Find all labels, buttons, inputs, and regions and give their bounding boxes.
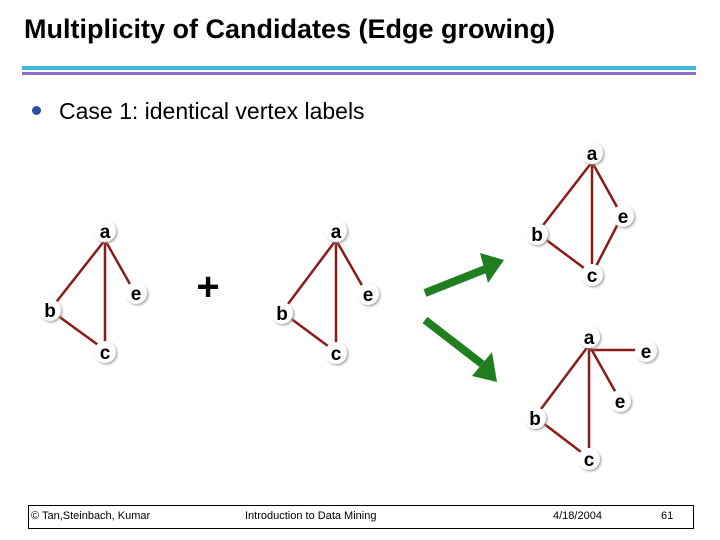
node-a <box>94 220 116 243</box>
node-b <box>39 299 61 322</box>
node-label-c: c <box>330 344 342 365</box>
node-c <box>578 448 600 471</box>
node-e <box>609 390 631 413</box>
arrow-down-right-icon <box>425 320 497 382</box>
edge-a-b <box>50 240 105 310</box>
node-c <box>325 342 347 365</box>
node-e-top <box>635 340 657 363</box>
node-e <box>357 283 379 306</box>
arrow-up-right-icon <box>425 253 504 293</box>
node-label-c: c <box>586 266 598 287</box>
node-c <box>94 341 116 364</box>
node-label-e: e <box>362 285 374 306</box>
node-b <box>526 223 548 246</box>
node-label-b: b <box>276 304 288 325</box>
bullet-text: Case 1: identical vertex labels <box>59 98 365 124</box>
result-graph-2 <box>524 326 657 471</box>
node-e <box>125 282 147 305</box>
slide-title: Multiplicity of Candidates (Edge growing) <box>24 14 555 44</box>
footer-page-number: 61 <box>661 510 674 522</box>
result-graph-1 <box>526 142 634 287</box>
node-label-b: b <box>531 225 543 246</box>
node-label-b: b <box>529 409 541 430</box>
slide-footer <box>28 505 694 529</box>
node-label-c: c <box>99 343 111 364</box>
node-label-c: c <box>583 450 595 471</box>
edge-a-b <box>535 345 589 417</box>
node-label-a: a <box>583 328 595 349</box>
node-label-e: e <box>640 342 652 363</box>
node-c <box>581 264 603 287</box>
graph-1 <box>39 220 147 364</box>
graph-2 <box>271 220 379 365</box>
footer-date: 4/18/2004 <box>553 510 602 522</box>
node-a <box>325 220 347 243</box>
node-b <box>271 302 293 325</box>
node-a <box>581 142 603 165</box>
edge-a-b <box>537 162 592 233</box>
footer-copyright: © Tan,Steinbach, Kumar <box>31 510 151 522</box>
node-label-a: a <box>99 222 111 243</box>
node-label-e: e <box>130 284 142 305</box>
node-label-b: b <box>44 301 56 322</box>
node-b <box>524 407 546 430</box>
node-e <box>612 205 634 228</box>
node-a <box>578 326 600 349</box>
node-label-a: a <box>586 144 598 165</box>
edge-a-b <box>282 240 336 312</box>
footer-course: Introduction to Data Mining <box>245 510 377 522</box>
node-label-e: e <box>614 392 626 413</box>
node-label-a: a <box>330 222 342 243</box>
plus-sign: + <box>196 265 220 309</box>
node-label-e: e <box>617 207 629 228</box>
